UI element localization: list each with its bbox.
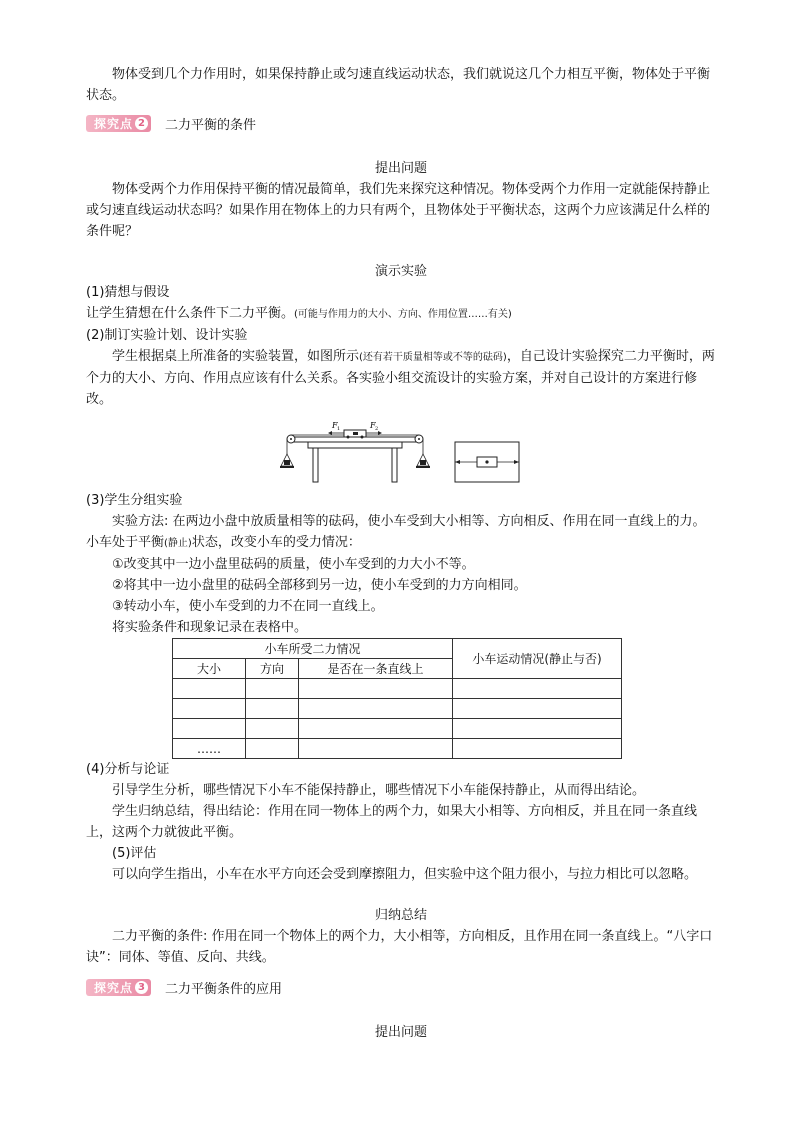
step-3-item-3: ③转动小车，使小车受到的力不在同一直线上。 — [112, 599, 384, 614]
step-2-title: (2)制订实验计划、设计实验 — [86, 328, 248, 343]
table-header-line: 是否在一条直线上 — [299, 659, 453, 679]
step-2-paragraph — [86, 346, 716, 410]
section-2-badge-text: 探究点 — [94, 116, 134, 131]
table-cell — [246, 699, 299, 719]
table-intro: 将实验条件和现象记录在表格中。 — [112, 620, 308, 635]
section-3-number: 3 — [135, 981, 148, 994]
table-cell — [453, 739, 622, 759]
table-cell — [299, 699, 453, 719]
table-row — [173, 699, 622, 719]
table-motion-header: 小车运动情况(静止与否) — [453, 639, 622, 679]
section-2-title: 二力平衡的条件 — [165, 117, 257, 133]
heading-question: 提出问题 — [374, 161, 427, 176]
table-cell — [299, 719, 453, 739]
step-4-paragraph-1: 引导学生分析，哪些情况下小车不能保持静止，哪些情况下小车能保持静止，从而得出结论。 — [112, 783, 646, 798]
step-2-text-b: ，自己设计实验探究二力平衡时，两个力的大小、方向、作用点应该有什么关系。各实验小组交流设计的实验方案，并对自己设计的方案进行修改。 — [86, 349, 715, 407]
step-1-text: 让学生猜想在什么条件下二力平衡。 — [86, 306, 295, 321]
step-4-title: (4)分析与论证 — [86, 762, 170, 777]
step-1-note: (可能与作用力的大小、方向、作用位置……有关) — [294, 309, 512, 320]
step-2-text-a: 学生根据桌上所准备的实验装置，如图所示 — [112, 349, 360, 364]
table-apron — [308, 442, 402, 448]
force-2-sub: 2 — [375, 426, 379, 432]
document-page — [86, 64, 716, 1043]
step-1-title: (1)猜想与假设 — [86, 285, 170, 300]
intro-paragraph: 物体受到几个力作用时，如果保持静止或匀速直线运动状态，我们就说这几个力相互平衡，物体处于平衡状态。 — [86, 67, 711, 103]
table-group-header: 小车所受二力情况 — [173, 639, 453, 659]
section-2-heading — [86, 112, 716, 134]
record-table — [172, 638, 622, 759]
table-header-row — [173, 639, 622, 659]
table-header-direction: 方向 — [246, 659, 299, 679]
question-paragraph: 物体受两个力作用保持平衡的情况最简单，我们先来探究这种情况。物体受两个力作用一定就能保持静止或匀速直线运动状态吗？如果作用在物体上的力只有两个，且物体处于平衡状态，这两个力应该满足什么样的条件呢？ — [86, 182, 711, 239]
step-3-item-1: ①改变其中一边小盘里砝码的质量，使小车受到的力大小不等。 — [112, 557, 475, 572]
table-cell — [173, 679, 246, 699]
table-cell — [299, 739, 453, 759]
experiment-figures — [86, 420, 716, 484]
table-cell — [453, 719, 622, 739]
step-4-paragraph-2: 学生归纳总结，得出结论：作用在同一物体上的两个力，如果大小相等、方向相反，并且在同一条直线上，这两个力就彼此平衡。 — [86, 804, 698, 840]
step-3-method-b: 状态，改变小车的受力情况： — [191, 535, 361, 550]
step-3-method-a: 实验方法: 在两边小盘中放质量相等的砝码，使小车受到大小相等、方向相反、作用在同一直线上的力。小车处于平衡 — [86, 514, 706, 550]
table-top — [294, 437, 416, 442]
summary-paragraph: 二力平衡的条件: 作用在同一个物体上的两个力，大小相等，方向相反，且作用在同一条直线上。“八字口诀”：同体、等值、反向、共线。 — [86, 929, 713, 965]
table-cell — [246, 719, 299, 739]
table-leg-right — [392, 448, 397, 482]
heading-summary: 归纳总结 — [374, 908, 427, 923]
table-cell — [246, 739, 299, 759]
table-cell — [246, 679, 299, 699]
apparatus-figure — [280, 420, 430, 484]
table-cell — [299, 679, 453, 699]
table-row — [173, 719, 622, 739]
section-2-badge — [86, 115, 151, 132]
table-row — [173, 739, 622, 759]
force-2-label: F — [370, 421, 376, 430]
step-5-title: (5)评估 — [112, 846, 157, 861]
step-3-method — [86, 511, 716, 554]
section-3-badge — [86, 979, 151, 996]
section-2-number: 2 — [135, 117, 148, 130]
table-cell — [453, 699, 622, 719]
heading-question-2: 提出问题 — [374, 1025, 427, 1040]
force-1-sub: 1 — [337, 426, 341, 432]
table-ellipsis-cell: …… — [173, 739, 246, 759]
step-3-method-note: (静止) — [164, 538, 192, 549]
force-1-label: F — [332, 421, 338, 430]
table-cell — [173, 719, 246, 739]
table-row — [173, 679, 622, 699]
table-header-size: 大小 — [173, 659, 246, 679]
top-view-figure — [452, 440, 522, 484]
step-2-note: (还有若干质量相等或不等的砝码) — [359, 352, 507, 363]
step-5-paragraph: 可以向学生指出，小车在水平方向还会受到摩擦阻力，但实验中这个阻力很小，与拉力相比可以忽略。 — [112, 867, 698, 882]
section-3-heading — [86, 976, 716, 998]
table-cell — [173, 699, 246, 719]
table-cell — [453, 679, 622, 699]
step-3-title: (3)学生分组实验 — [86, 493, 183, 508]
section-3-badge-text: 探究点 — [94, 980, 134, 995]
step-3-item-2: ②将其中一边小盘里的砝码全部移到另一边，使小车受到的力方向相同。 — [112, 578, 527, 593]
section-3-title: 二力平衡条件的应用 — [165, 981, 283, 997]
table-leg-left — [313, 448, 318, 482]
step-1-paragraph — [86, 303, 716, 325]
heading-demo: 演示实验 — [374, 264, 427, 279]
